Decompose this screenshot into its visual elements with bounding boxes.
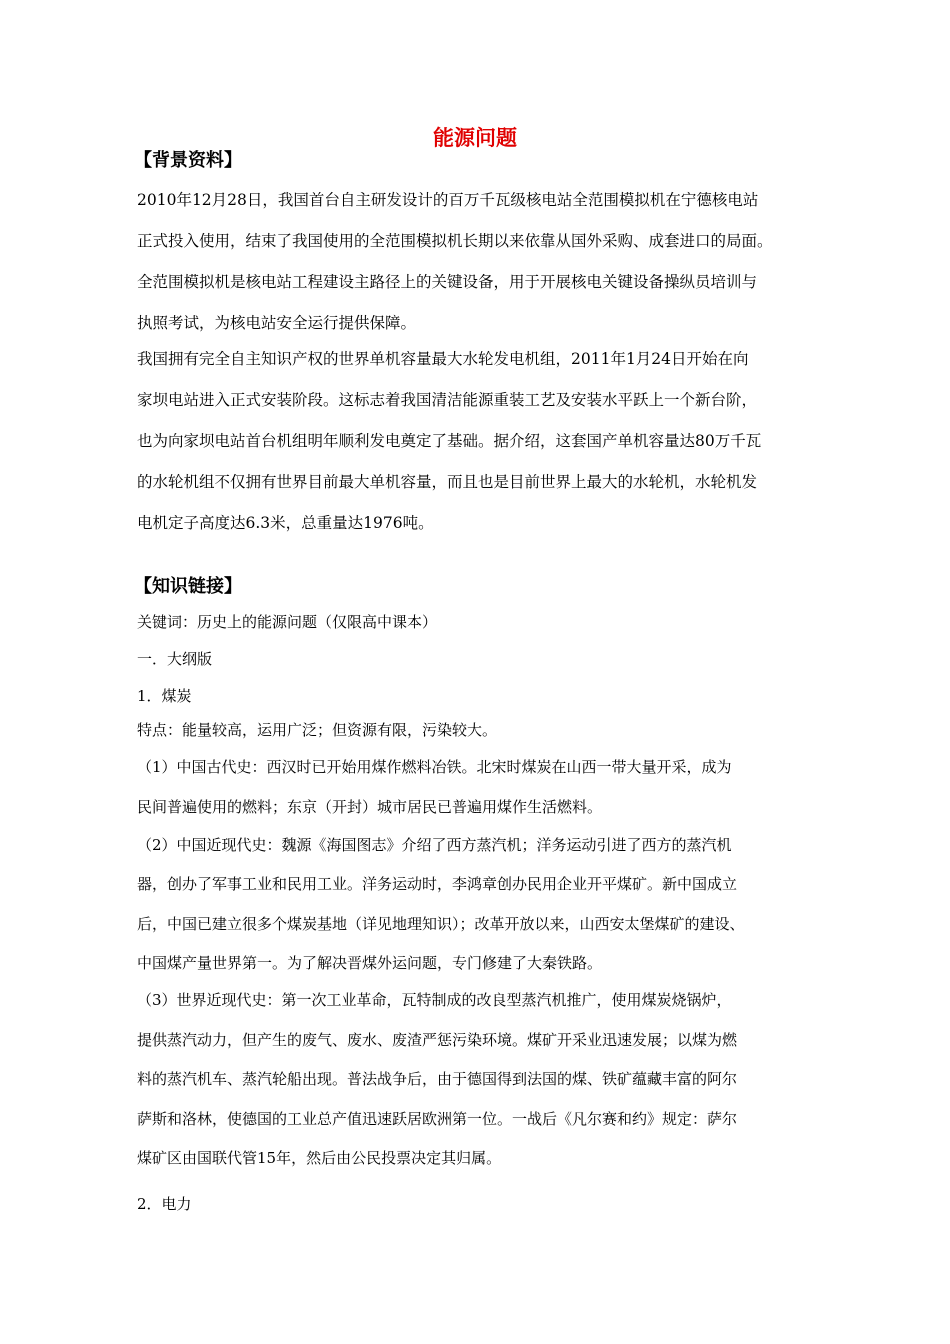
paragraph-line: 一．大纲版 bbox=[137, 650, 213, 668]
paragraph-line: 全范围模拟机是核电站工程建设主路径上的关键设备，用于开展核电关键设备操纵员培训与 bbox=[137, 273, 758, 291]
paragraph-line: 我国拥有完全自主知识产权的世界单机容量最大水轮发电机组，2011年1月24日开始在向 bbox=[137, 350, 749, 368]
paragraph-line: （3）世界近现代史：第一次工业革命，瓦特制成的改良型蒸汽机推广，使用煤炭烧锅炉， bbox=[137, 991, 732, 1009]
paragraph-line: 提供蒸汽动力，但产生的废气、废水、废渣严惩污染环境。煤矿开采业迅速发展；以煤为燃 bbox=[137, 1031, 738, 1049]
section-heading-knowledge: 【知识链接】 bbox=[134, 576, 242, 597]
paragraph-line: 2010年12月28日，我国首台自主研发设计的百万千瓦级核电站全范围模拟机在宁德核电站 bbox=[137, 191, 759, 209]
paragraph-line: （2）中国近现代史：魏源《海国图志》介绍了西方蒸汽机；洋务运动引进了西方的蒸汽机 bbox=[137, 836, 732, 854]
paragraph-line: （1）中国古代史：西汉时已开始用煤作燃料冶铁。北宋时煤炭在山西一带大量开采，成为 bbox=[137, 758, 732, 776]
paragraph-line: 也为向家坝电站首台机组明年顺利发电奠定了基础。据介绍，这套国产单机容量达80万千瓦 bbox=[137, 432, 762, 450]
paragraph-line: 执照考试，为核电站安全运行提供保障。 bbox=[137, 314, 417, 332]
paragraph-line: 民间普遍使用的燃料；东京（开封）城市居民已普遍用煤作生活燃料。 bbox=[137, 798, 603, 816]
paragraph-line: 1．煤炭 bbox=[137, 687, 192, 705]
paragraph-line: 器，创办了军事工业和民用工业。洋务运动时，李鸿章创办民用企业开平煤矿。新中国成立 bbox=[137, 875, 738, 893]
paragraph-line: 中国煤产量世界第一。为了解决晋煤外运问题，专门修建了大秦铁路。 bbox=[137, 954, 603, 972]
paragraph-line: 2．电力 bbox=[137, 1195, 192, 1213]
paragraph-line: 煤矿区由国联代管15年，然后由公民投票决定其归属。 bbox=[137, 1149, 502, 1167]
document-title: 能源问题 bbox=[433, 126, 517, 150]
paragraph-line: 后，中国已建立很多个煤炭基地（详见地理知识）；改革开放以来，山西安太堡煤矿的建设、 bbox=[137, 915, 745, 933]
paragraph-line: 家坝电站进入正式安装阶段。这标志着我国清洁能源重装工艺及安装水平跃上一个新台阶， bbox=[137, 391, 758, 409]
paragraph-line: 的水轮机组不仅拥有世界目前最大单机容量，而且也是目前世界上最大的水轮机，水轮机发 bbox=[137, 473, 758, 491]
paragraph-line: 料的蒸汽机车、蒸汽轮船出现。普法战争后，由于德国得到法国的煤、铁矿蕴藏丰富的阿尔 bbox=[137, 1070, 738, 1088]
paragraph-line: 正式投入使用，结束了我国使用的全范围模拟机长期以来依靠从国外采购、成套进口的局面。 bbox=[137, 232, 773, 250]
section-heading-background: 【背景资料】 bbox=[134, 150, 242, 171]
paragraph-line: 特点：能量较高，运用广泛；但资源有限，污染较大。 bbox=[137, 721, 498, 739]
paragraph-line: 电机定子高度达6.3米，总重量达1976吨。 bbox=[137, 514, 434, 532]
paragraph-line: 关键词：历史上的能源问题（仅限高中课本） bbox=[137, 613, 438, 631]
paragraph-line: 萨斯和洛林，使德国的工业总产值迅速跃居欧洲第一位。一战后《凡尔赛和约》规定：萨尔 bbox=[137, 1110, 738, 1128]
